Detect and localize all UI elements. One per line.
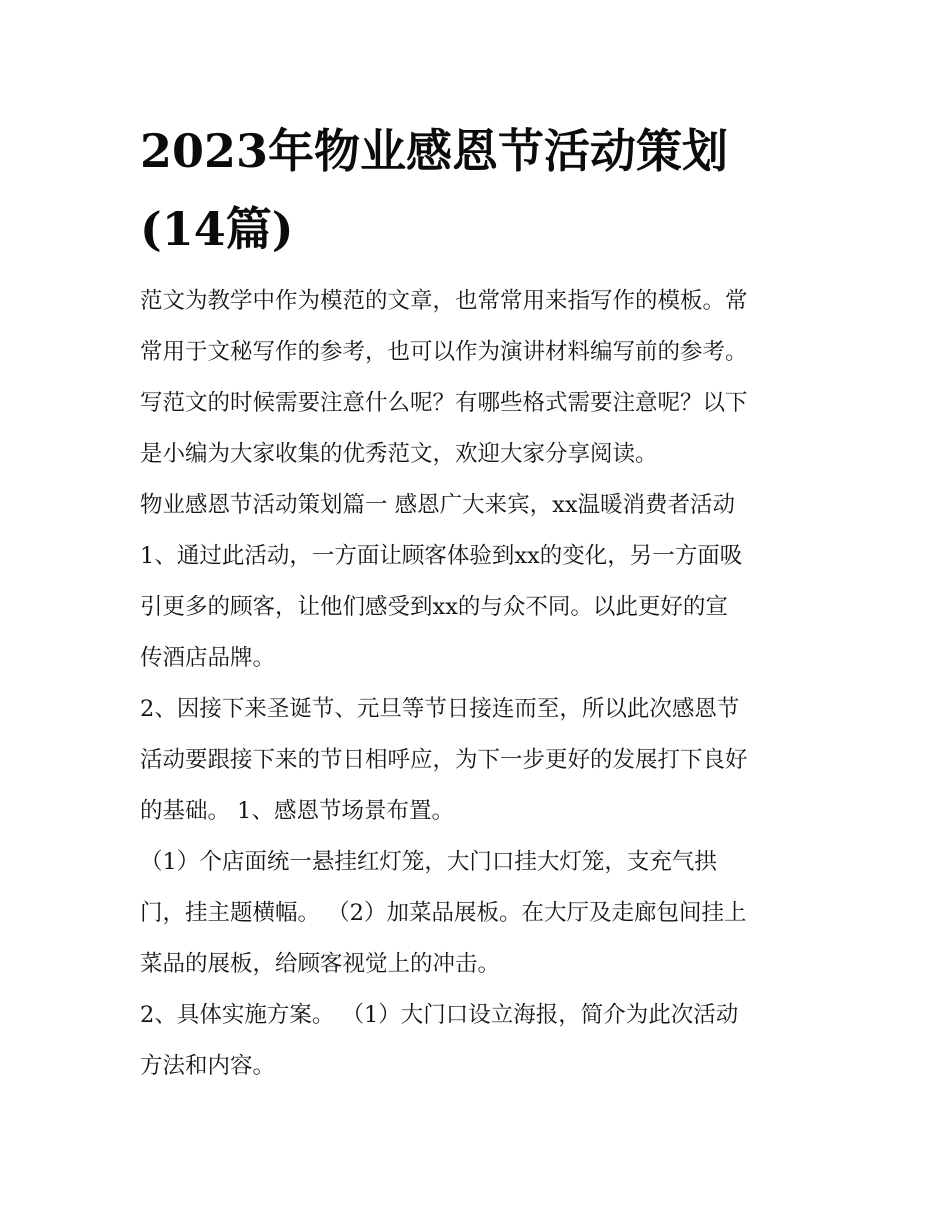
document-title [140,112,820,268]
body-line: 常用于文秘写作的参考，也可以作为演讲材料编写前的参考。 [140,339,748,365]
title-line: (14篇) [140,202,294,256]
body-line: （1）个店面统一悬挂红灯笼，大门口挂大灯笼，支充气拱 [140,849,717,875]
body-line: 范文为教学中作为模范的文章，也常常用来指写作的模板。常 [140,288,748,314]
body-line: 门，挂主题横幅。 （2）加菜品展板。在大厅及走廊包间挂上 [140,900,747,926]
document-body [140,280,820,1096]
body-line: 1、通过此活动，一方面让顾客体验到xx的变化，另一方面吸 [140,543,743,569]
body-line: 写范文的时候需要注意什么呢？有哪些格式需要注意呢？以下 [140,390,748,416]
body-line: 传酒店品牌。 [140,645,276,671]
body-line: 是小编为大家收集的优秀范文，欢迎大家分享阅读。 [140,441,658,467]
title-line: 2023年物业感恩节活动策划 [140,124,729,178]
body-line: 活动要跟接下来的节日相呼应，为下一步更好的发展打下良好 [140,747,748,773]
body-line: 的基础。 1、感恩节场景布置。 [140,798,454,824]
body-line: 2、因接下来圣诞节、元旦等节日接连而至，所以此次感恩节 [140,696,740,722]
body-line: 方法和内容。 [140,1053,276,1079]
body-line: 2、具体实施方案。 （1）大门口设立海报，简介为此次活动 [140,1002,739,1028]
body-line: 菜品的展板，给顾客视觉上的冲击。 [140,951,501,977]
body-line: 引更多的顾客，让他们感受到xx的与众不同。以此更好的宣 [140,594,728,620]
body-line: 物业感恩节活动策划篇一 感恩广大来宾，xx温暖消费者活动 [140,492,736,518]
